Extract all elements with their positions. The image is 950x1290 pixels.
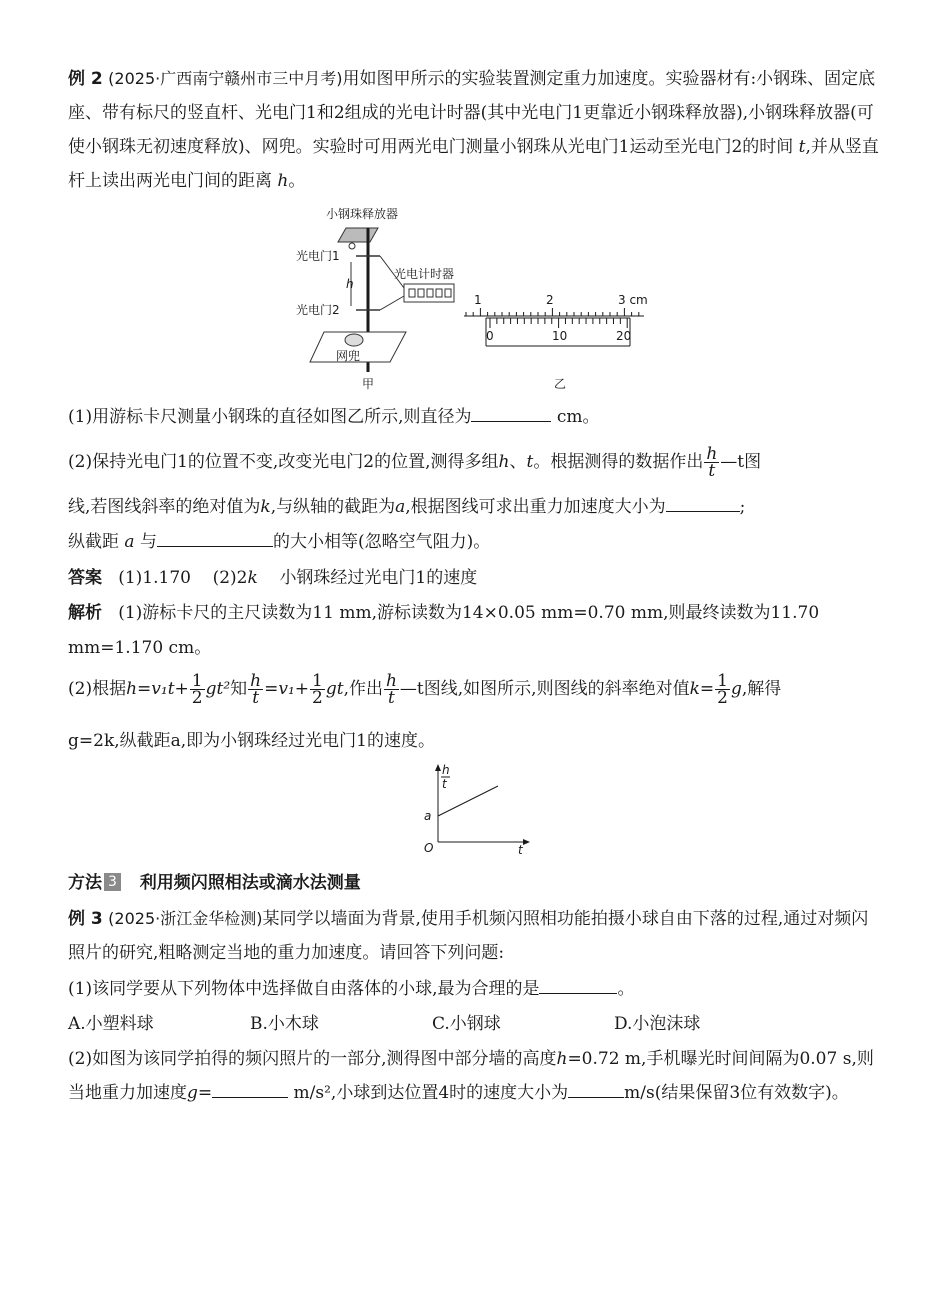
vernier-tick-label: 20 [616,329,632,343]
q2-sep: 、 [509,452,527,472]
releaser-label: 小钢珠释放器 [326,207,399,221]
net-label: 网兜 [336,349,361,363]
frac-num: h [706,444,718,464]
option-b[interactable]: B.小木球 [250,1014,319,1034]
option-d[interactable]: D.小泡沫球 [614,1014,701,1034]
y-label-num: h [442,763,450,777]
q1-end: 。 [617,979,635,999]
gate2-label: 光电门2 [296,303,340,317]
var-a: a [395,497,406,517]
analysis-line2 [68,631,884,665]
q2-text: m/s²,小球到达位置4时的速度大小为 [288,1083,569,1103]
timer-box [404,284,454,302]
vernier-tick-label: 10 [552,329,568,343]
fraction-half [715,673,730,706]
q1-text: (1)该同学要从下列物体中选择做自由落体的小球,最为合理的是 [68,979,540,999]
q2-text: 。根据测得的数据作出 [533,452,704,472]
example3-q1 [68,972,884,1006]
equation: gt² [205,679,231,699]
q2-text: 线,若图线斜率的绝对值为 [68,497,261,517]
frac-num: 1 [191,671,203,691]
main-tick-label: 3 cm [618,293,648,307]
analysis-label: 解析 [68,603,102,623]
answer-blank[interactable] [157,528,273,547]
answer-blank[interactable] [539,975,617,994]
figure-yi [460,290,650,394]
x-axis-arrow [523,839,530,845]
analysis-text: 知 [230,679,248,699]
example-source: (2025·浙江金华检测) [108,909,263,928]
frac-den: 2 [312,688,323,708]
answer-label: 答案 [68,568,102,588]
timer-label: 光电计时器 [394,267,455,281]
analysis-part2 [68,672,884,706]
q2-text: ,与纵轴的截距为 [270,497,396,517]
answer-part1: (1)1.170 [118,568,191,588]
equation: gt [325,679,344,699]
var-a: a [124,532,135,552]
figure-jia [296,202,486,394]
method-number: 3 [104,873,121,891]
fraction-h-over-t [248,673,263,706]
y-axis-arrow [435,764,441,771]
option-a[interactable]: A.小塑料球 [68,1014,154,1034]
example-intro: 某同学以墙面为背景,使用手机频闪照相功能拍摄小球自由下落的过程,通过对频闪照片的研究,粗略测定当地的重力加速度。请回答下列问题: [68,909,869,963]
data-line [438,786,498,816]
question-2-line2 [68,490,884,524]
equation: g [730,679,742,699]
q2-text: =0.72 m,手机曝光时间间隔为0.07 s,则当地重力加速度 [68,1049,874,1103]
analysis-text: (1)游标卡尺的主尺读数为11 mm,游标读数为14×0.05 mm=0.70 mm,则最终读数为11.70 [118,603,820,623]
frac-num: 1 [312,671,323,691]
var-k: k [260,497,271,517]
fraction-half [310,673,325,706]
example2-paragraph [68,62,884,198]
main-tick-label: 2 [546,293,554,307]
q1-unit: cm。 [551,407,600,427]
question-2-line3 [68,525,884,559]
answer-blank[interactable] [666,493,740,512]
var-g: g [187,1083,198,1103]
caption-jia: 甲 [362,377,375,391]
frac-den: t [252,688,260,708]
option-c[interactable]: C.小钢球 [432,1014,501,1034]
q2-text: (2)保持光电门1的位置不变,改变光电门2的位置,测得多组 [68,452,499,472]
y-label-den: t [442,777,447,791]
main-scale [464,308,644,316]
frac-den: t [708,461,716,481]
analysis-text: mm=1.170 cm。 [68,638,212,658]
equation: k= [689,679,715,699]
question-1 [68,400,884,434]
analysis-part2-line2 [68,724,884,758]
ball-shape [349,243,355,249]
var-k: k [247,568,258,588]
q2-minus-t: —t [720,452,745,472]
vernier-tick-label: 0 [486,329,494,343]
frac-num: h [250,671,262,691]
analysis-text: (2)根据 [68,679,127,699]
analysis-text: ,解得 [741,679,782,699]
frac-num: 1 [717,671,728,691]
frac-den: 2 [191,688,203,708]
x-label: t [518,843,523,856]
var-h: h [498,452,510,472]
frac-den: t [388,688,395,708]
origin-label: O [424,841,434,855]
net-shape [345,334,363,346]
analysis-text: g=2k,纵截距a,即为小钢珠经过光电门1的速度。 [68,731,436,751]
options-row [68,1007,884,1041]
fraction-h-over-t [704,446,719,479]
releaser-shape [338,228,378,242]
analysis-line1 [68,596,884,630]
example-intro: 用如图甲所示的实验装置测定重力加速度。实验器材有:小钢珠、固定底座、带有标尺的竖直杆、光电门1和2组成的光电计时器(其中光电门1更靠近小钢珠释放器),小钢珠释放器(可使小钢珠无初速度释放)、网兜。实验时可用两光电门测量小钢珠从光电门1运动至光电门2的时间 [68,69,876,157]
example3-paragraph [68,902,884,970]
equation: h=v₁t+ [126,679,189,699]
answer-blank[interactable] [212,1079,288,1098]
gate2-wire [380,296,404,310]
example-intro-mid: ,并从竖直杆上读出两光电门间的距离 [68,137,879,191]
q1-text: (1)用游标卡尺测量小钢珠的直径如图乙所示,则直径为 [68,407,472,427]
q2-text: ; [739,497,746,517]
q2-text: ,根据图线可求出重力加速度大小为 [405,497,666,517]
method-title: 利用频闪照相法或滴水法测量 [139,873,361,893]
var-t: t [526,452,534,472]
analysis-text: ,作出 [343,679,383,699]
fraction-h-over-t [384,673,399,706]
example-tag: 例 3 [68,909,103,929]
example-source: (2025·广西南宁赣州市三中月考) [108,69,343,88]
q2-text: = [197,1083,213,1103]
caption-yi: 乙 [554,377,567,391]
frac-den: 2 [717,688,728,708]
answer-blank[interactable] [568,1079,624,1098]
main-tick-label: 1 [474,293,482,307]
intercept-label: a [424,809,432,823]
var-h: h [556,1049,568,1069]
method-heading [68,866,884,900]
q2-text: m/s(结果保留3位有效数字)。 [624,1083,849,1103]
equation: =v₁+ [264,679,310,699]
q2-text: 的大小相等(忽略空气阻力)。 [272,532,491,552]
q2-text: (2)如图为该同学拍得的频闪照片的一部分,测得图中部分墙的高度 [68,1049,557,1069]
q2-text: 与 [139,532,157,552]
question-2 [68,444,884,480]
gate1-label: 光电门1 [296,249,340,263]
var-h: h [277,171,289,191]
answer-line [68,561,884,595]
method-label: 方法 [68,873,102,893]
analysis-text: —t [399,679,424,699]
frac-num: h [385,671,397,691]
h-over-t-graph [418,762,534,856]
answer-blank[interactable] [471,403,551,422]
h-label: h [346,277,354,291]
analysis-text: 图线,如图所示,则图线的斜率绝对值 [423,679,690,699]
example3-q2 [68,1042,884,1110]
answer-part2-text: 小钢珠经过光电门1的速度 [279,568,478,588]
example-intro-end: 。 [288,171,306,191]
fraction-half [190,673,205,706]
q2-text: 纵截距 [68,532,119,552]
q2-text: 图 [744,452,762,472]
var-t: t [798,137,806,157]
answer-part2: (2)2 [212,568,248,588]
example-tag: 例 2 [68,69,103,89]
